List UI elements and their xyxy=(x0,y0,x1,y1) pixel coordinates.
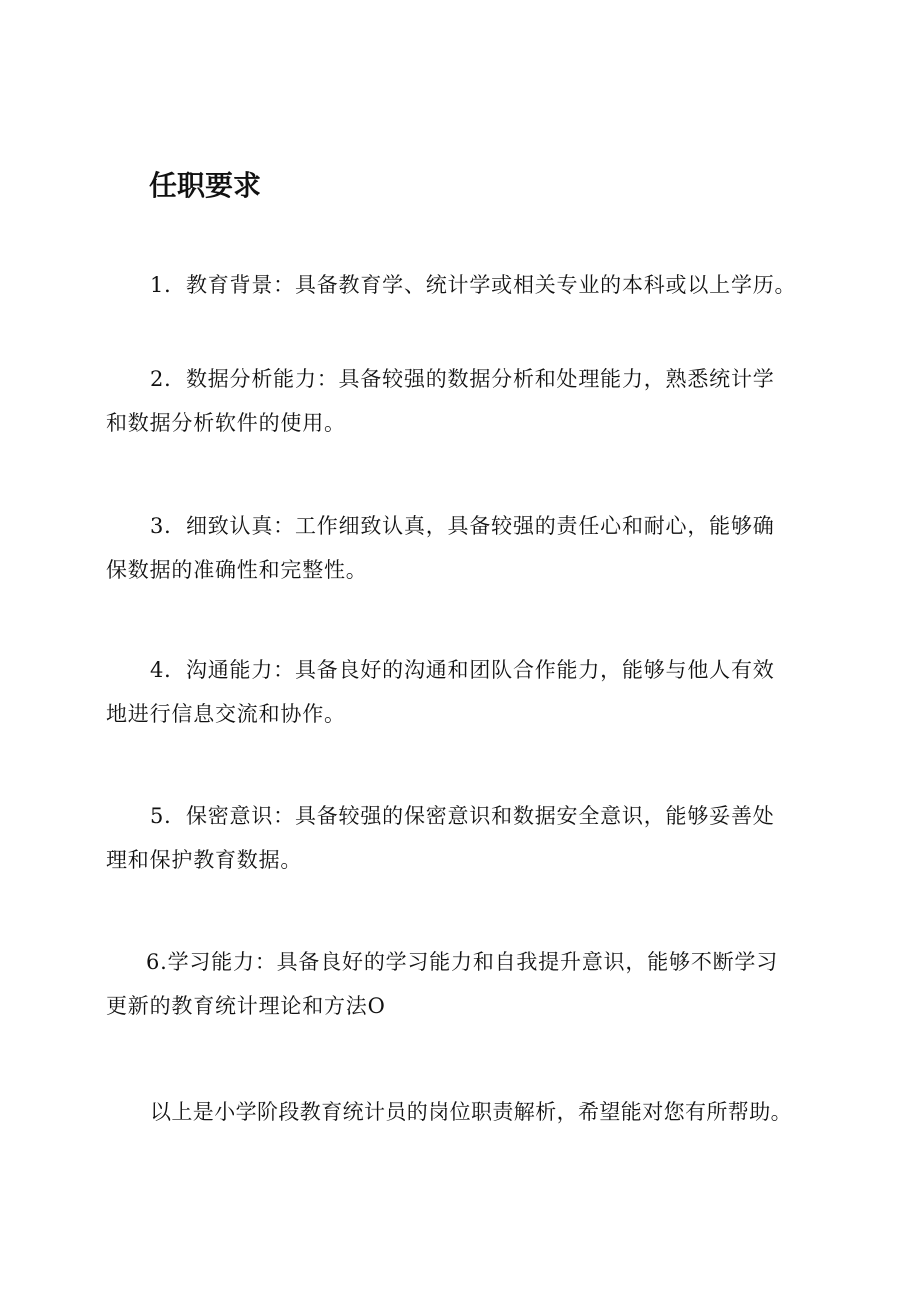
requirement-item-1 xyxy=(106,263,816,307)
section-heading: 任职要求 xyxy=(149,169,262,202)
requirement-line: 4．沟通能力：具备良好的沟通和团队合作能力，能够与他人有效 xyxy=(150,658,775,682)
requirement-line: 5．保密意识：具备较强的保密意识和数据安全意识，能够妥善处 xyxy=(150,804,775,828)
requirement-line-continued: 保数据的准确性和完整性。 xyxy=(106,558,368,582)
requirement-line: 3．细致认真：工作细致认真，具备较强的责任心和耐心，能够确 xyxy=(150,514,775,538)
requirement-line-continued: 地进行信息交流和协作。 xyxy=(106,702,346,726)
closing-remark: 以上是小学阶段教育统计员的岗位职责解析，希望能对您有所帮助。 xyxy=(150,1100,792,1124)
requirement-item-6 xyxy=(106,940,816,1028)
requirement-line-continued: 更新的教育统计理论和方法O xyxy=(106,994,386,1018)
requirement-item-5 xyxy=(106,794,816,882)
requirement-item-4 xyxy=(106,648,816,736)
requirement-item-2 xyxy=(106,357,816,445)
requirement-line-continued: 理和保护教育数据。 xyxy=(106,848,303,872)
requirement-line: 6.学习能力：具备良好的学习能力和自我提升意识，能够不断学习 xyxy=(146,950,779,974)
requirement-line: 2．数据分析能力：具备较强的数据分析和处理能力，熟悉统计学 xyxy=(150,367,775,391)
requirement-item-3 xyxy=(106,504,816,592)
requirement-line: 1．教育背景：具备教育学、统计学或相关专业的本科或以上学历。 xyxy=(150,273,797,297)
requirement-line-continued: 和数据分析软件的使用。 xyxy=(106,411,346,435)
